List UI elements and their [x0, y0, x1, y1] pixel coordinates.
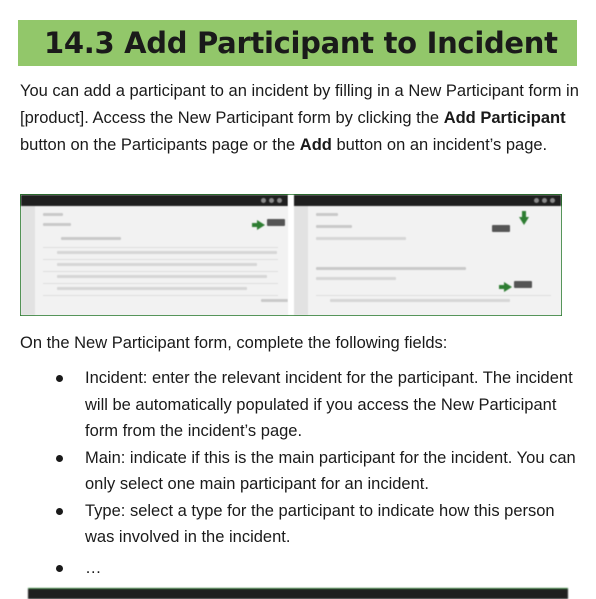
list-item	[0, 445, 580, 498]
intro-text-2: button on the Participants page or the	[20, 136, 300, 154]
table-row	[43, 283, 278, 284]
intro-bold-add-participant: Add Participant	[443, 109, 566, 127]
placeholder-line	[57, 263, 257, 266]
placeholder-line	[57, 287, 247, 290]
section-title: 14.3 Add Participant to Incident	[44, 26, 558, 60]
bullet-icon	[56, 375, 63, 382]
incident-page-screenshot	[288, 195, 561, 315]
topbar-icon	[261, 198, 266, 203]
participants-page-screenshot	[21, 195, 288, 315]
fields-list	[0, 365, 580, 581]
list-item	[0, 555, 580, 582]
topbar-icon	[277, 198, 282, 203]
table-row	[43, 247, 278, 248]
list-item-text: Main: indicate if this is the main participant for the incident. You can only select one main participant for an incident.	[85, 448, 576, 493]
placeholder-line	[43, 223, 71, 226]
placeholder-line	[316, 225, 352, 228]
list-item-text: Type: select a type for the participant to indicate how this person was involved in the incident.	[85, 501, 555, 546]
topbar-icon	[534, 198, 539, 203]
app-sidebar	[21, 206, 35, 315]
intro-text-1: You can add a participant to an incident by filling in a New Participant form in [product]. Access the New Participant form by clicking the	[20, 82, 579, 127]
topbar-icon	[542, 198, 547, 203]
table-row	[43, 271, 278, 272]
arrow-down-icon	[519, 217, 529, 225]
table-row	[43, 259, 278, 260]
add-participant-button-shot	[267, 219, 285, 226]
arrow-right-icon	[504, 282, 512, 292]
placeholder-line	[61, 237, 121, 240]
intro-bold-add: Add	[299, 136, 332, 154]
tabs-placeholder	[316, 267, 466, 270]
section-heading-bar	[18, 20, 577, 66]
list-item-text: Incident: enter the relevant incident for the participant. The incident will be automatically populated if you access the New Participant form from the incident’s page.	[85, 369, 573, 440]
table-row	[316, 295, 551, 296]
placeholder-line	[57, 275, 267, 278]
placeholder-line	[43, 213, 63, 216]
topbar-icon	[269, 198, 274, 203]
add-button-shot	[514, 281, 532, 288]
list-item	[0, 498, 580, 551]
fields-lead-text: On the New Participant form, complete the following fields:	[20, 334, 448, 352]
placeholder-line	[316, 213, 338, 216]
placeholder-line	[57, 251, 277, 254]
arrow-right-icon	[257, 220, 265, 230]
bullet-icon	[56, 565, 63, 572]
next-screenshot-edge	[28, 588, 568, 599]
topbar-icon	[550, 198, 555, 203]
app-topbar	[294, 195, 561, 206]
table-row	[43, 295, 278, 296]
list-item	[0, 365, 580, 445]
incident-action-button-shot	[492, 225, 510, 232]
intro-text-3: button on an incident’s page.	[331, 136, 548, 154]
placeholder-line	[316, 277, 396, 280]
bullet-icon	[56, 455, 63, 462]
placeholder-line	[261, 299, 288, 302]
list-item-text: …	[85, 558, 102, 577]
intro-paragraph	[20, 78, 580, 159]
placeholder-line	[316, 237, 406, 240]
placeholder-line	[330, 299, 510, 302]
app-sidebar	[294, 206, 308, 315]
app-topbar	[21, 195, 288, 206]
bullet-icon	[56, 508, 63, 515]
screenshots-figure	[20, 194, 562, 316]
